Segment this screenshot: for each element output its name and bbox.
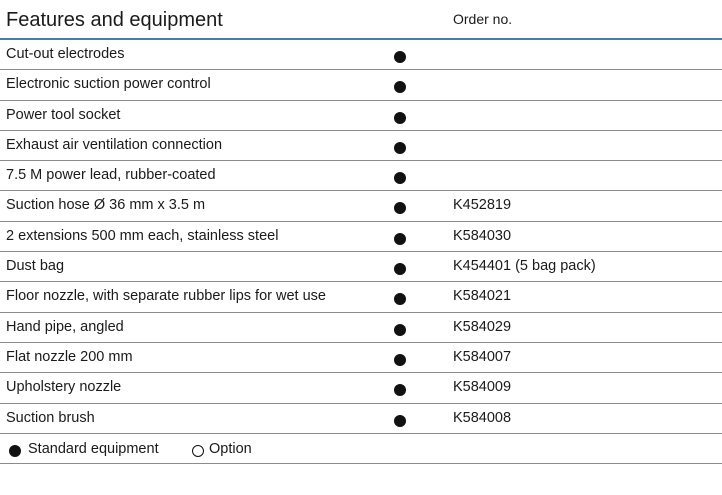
feature-name: Electronic suction power control [6, 76, 211, 93]
order-number: K584021 [453, 288, 512, 305]
order-number-column-header: Order no. [453, 11, 513, 27]
table-row [0, 222, 722, 252]
table-row [0, 40, 722, 70]
table-row [0, 131, 722, 161]
order-number: K584008 [453, 409, 512, 426]
feature-name: Floor nozzle, with separate rubber lips for wet use [6, 288, 326, 305]
feature-name: Hand pipe, angled [6, 318, 124, 335]
table-row [0, 404, 722, 434]
feature-name: Dust bag [6, 258, 65, 275]
standard-equipment-dot-icon [394, 142, 406, 154]
table-row [0, 252, 722, 282]
standard-equipment-dot-icon [394, 415, 406, 427]
table-row [0, 161, 722, 191]
table-row [0, 343, 722, 373]
standard-equipment-dot-icon [394, 263, 406, 275]
table-header [0, 0, 722, 40]
standard-equipment-dot-icon [394, 324, 406, 336]
table-row [0, 101, 722, 131]
equipment-table [0, 40, 722, 464]
standard-equipment-dot-icon [394, 81, 406, 93]
standard-equipment-dot-icon [394, 172, 406, 184]
order-number: K454401 (5 bag pack) [453, 258, 596, 275]
order-number: K584029 [453, 318, 512, 335]
standard-equipment-dot-icon [394, 384, 406, 396]
standard-equipment-dot-icon [394, 293, 406, 305]
order-number: K584007 [453, 348, 512, 365]
table-row [0, 373, 722, 403]
feature-name: 2 extensions 500 mm each, stainless steel [6, 227, 279, 244]
order-number: K584009 [453, 379, 512, 396]
order-number: K584030 [453, 227, 512, 244]
standard-equipment-dot-icon [394, 354, 406, 366]
feature-name: Upholstery nozzle [6, 379, 122, 396]
table-title: Features and equipment [6, 9, 223, 31]
legend-option-label: Option [209, 440, 252, 457]
legend-standard-label: Standard equipment [28, 440, 159, 457]
feature-name: Exhaust air ventilation connection [6, 136, 223, 153]
table-row [0, 70, 722, 100]
table-row [0, 191, 722, 221]
standard-equipment-dot-icon [394, 51, 406, 63]
filled-dot-icon [9, 445, 21, 457]
feature-name: Suction hose Ø 36 mm x 3.5 m [6, 197, 206, 214]
standard-equipment-dot-icon [394, 202, 406, 214]
open-circle-icon [192, 445, 204, 457]
legend [0, 434, 722, 464]
order-number: K452819 [453, 197, 512, 214]
standard-equipment-dot-icon [394, 112, 406, 124]
table-row [0, 313, 722, 343]
feature-name: Flat nozzle 200 mm [6, 348, 133, 365]
feature-name: Power tool socket [6, 106, 121, 123]
feature-name: Suction brush [6, 409, 95, 426]
standard-equipment-dot-icon [394, 233, 406, 245]
feature-name: 7.5 M power lead, rubber-coated [6, 167, 216, 184]
feature-name: Cut-out electrodes [6, 46, 125, 62]
table-row [0, 282, 722, 312]
